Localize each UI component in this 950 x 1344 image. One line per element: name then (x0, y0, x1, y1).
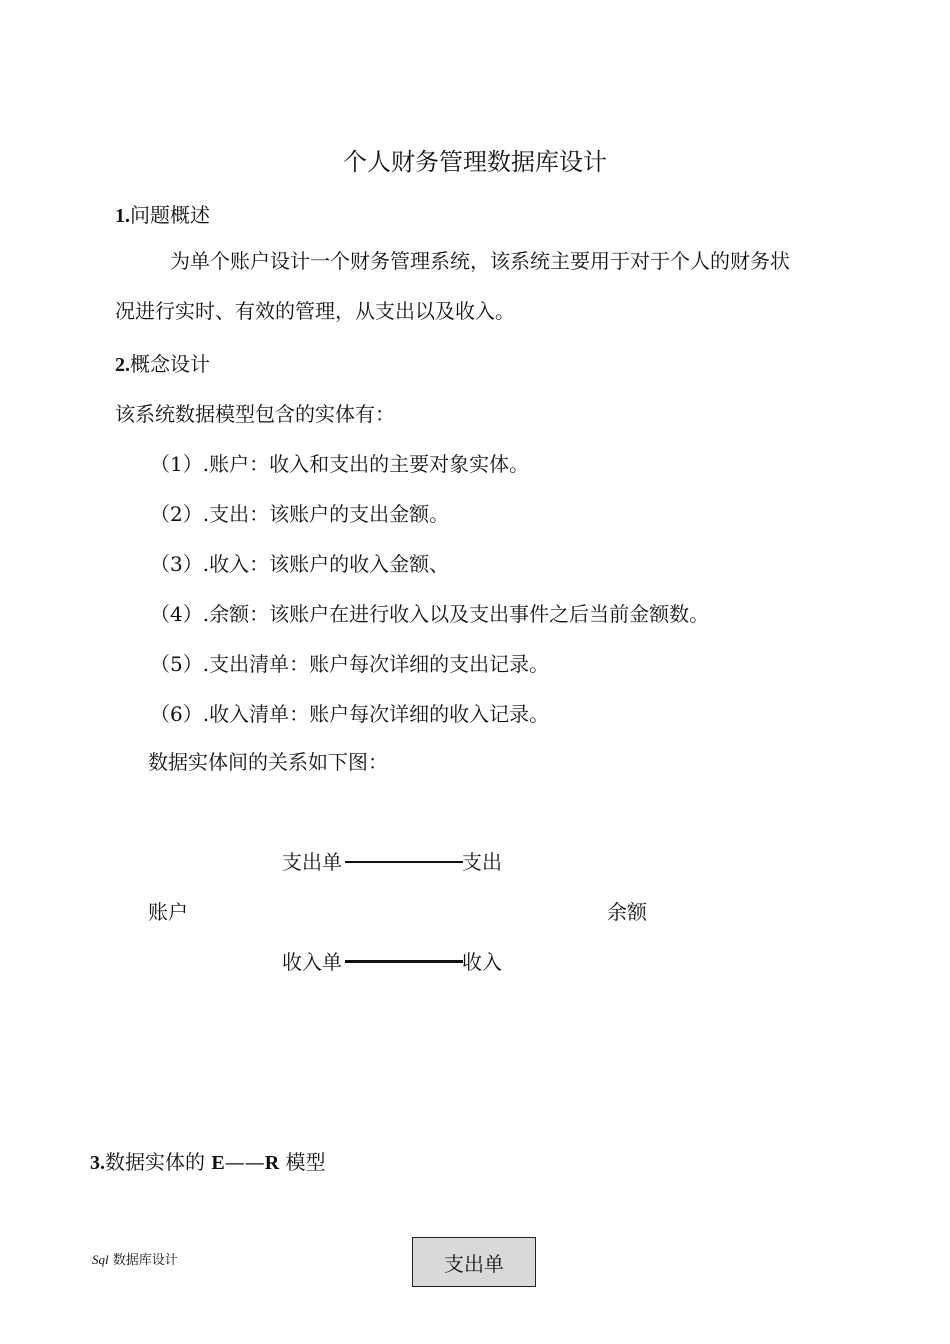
diagram-link-income (345, 960, 463, 963)
section-1-number: 1. (115, 205, 130, 227)
section-1-paragraph-line-2: 况进行实时、有效的管理，从支出以及收入。 (115, 299, 515, 323)
diagram-account: 账户 (148, 900, 188, 924)
diagram-link-expense (345, 861, 463, 863)
section-3-title-post: 模型 (279, 1150, 326, 1174)
footer-sql: Sql (92, 1252, 109, 1267)
entity-item: （4）.余额：该账户在进行收入以及支出事件之后当前金额数。 (150, 602, 710, 626)
section-3-number: 3. (90, 1152, 105, 1174)
section-2-heading (115, 348, 210, 377)
entity-item: （5）.支出清单：账户每次详细的支出记录。 (150, 652, 550, 676)
diagram-income-bill: 收入单 (282, 950, 342, 974)
entity-item: （2）.支出：该账户的支出金额。 (150, 502, 450, 526)
entity-item: （6）.收入清单：账户每次详细的收入记录。 (150, 702, 550, 726)
section-2-number: 2. (115, 354, 130, 376)
section-1-paragraph-line-1: 为单个账户设计一个财务管理系统，该系统主要用于对于个人的财务状 (170, 249, 790, 273)
relation-caption: 数据实体间的关系如下图： (148, 750, 388, 774)
er-entity-expense-bill (412, 1237, 536, 1287)
page-footer (92, 1249, 178, 1268)
footer-text: 数据库设计 (108, 1253, 178, 1268)
document-title: 个人财务管理数据库设计 (343, 148, 607, 176)
diagram-balance: 余额 (607, 900, 647, 924)
section-3-dash: —— (224, 1150, 265, 1174)
section-2-intro: 该系统数据模型包含的实体有： (115, 402, 395, 426)
section-1-heading (115, 199, 210, 228)
section-3-r: R (264, 1152, 280, 1174)
section-3-heading (90, 1146, 326, 1175)
section-1-title: 问题概述 (130, 203, 210, 227)
diagram-income: 收入 (462, 950, 502, 974)
section-2-title: 概念设计 (130, 352, 210, 376)
er-entity-label: 支出单 (444, 1251, 504, 1276)
diagram-expense: 支出 (462, 850, 502, 874)
entity-item: （3）.收入：该账户的收入金额、 (150, 552, 450, 576)
diagram-expense-bill: 支出单 (282, 850, 342, 874)
section-3-e: E (211, 1152, 225, 1174)
section-3-title-pre: 数据实体的 (105, 1150, 212, 1174)
entity-item: （1）.账户：收入和支出的主要对象实体。 (150, 452, 530, 476)
